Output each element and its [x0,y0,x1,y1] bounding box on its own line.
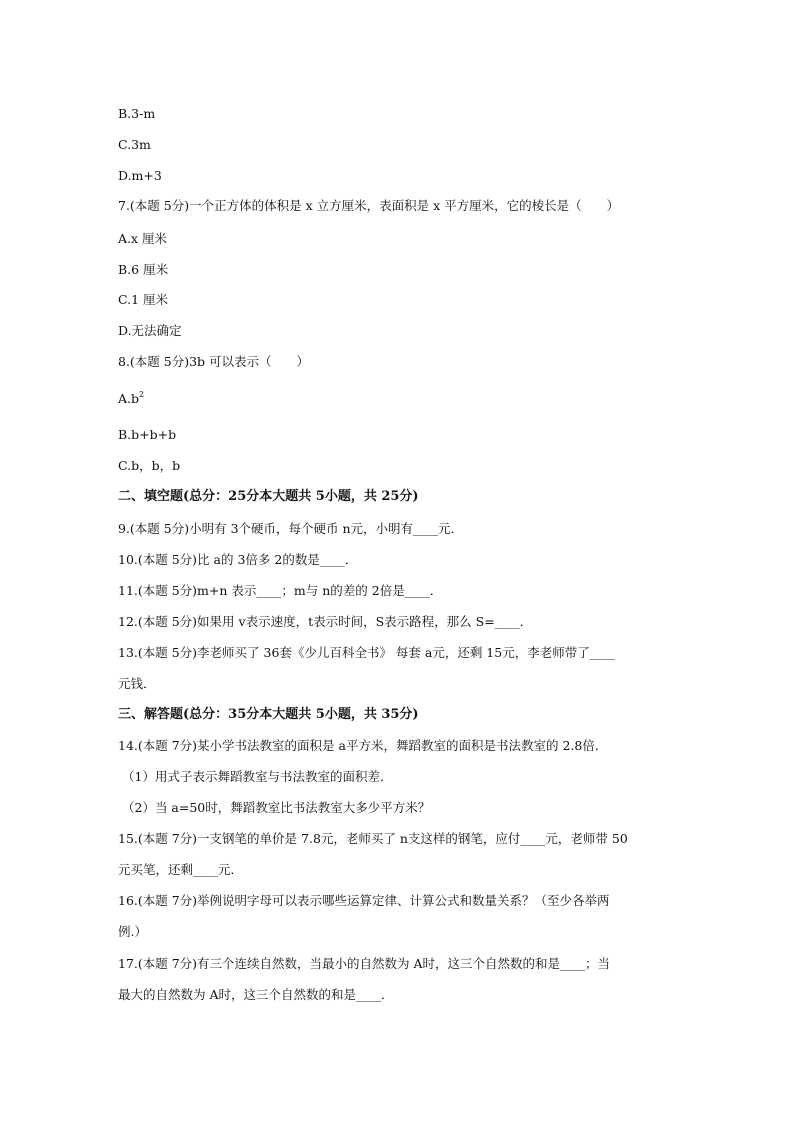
question-17-line-2: 最大的自然数为 A时，这三个自然数的和是____． [118,987,394,1002]
question-15-line-1: 15.(本题 7分)一支钢笔的单价是 7.8元，老师买了 n支这样的钢笔，应付____元，老师带 50 [118,831,628,846]
q6-option-c: C.3m [118,137,151,152]
q7-option-b: B.6 厘米 [118,262,169,277]
question-11: 11.(本题 5分)m+n 表示____；m与 n的差的 2倍是____． [118,583,443,598]
question-12: 12.(本题 5分)如果用 v表示速度，t表示时间，S表示路程，那么 S=____． [118,614,533,629]
question-10: 10.(本题 5分)比 a的 3倍多 2的数是____． [118,552,358,567]
section-solve-heading: 三、解答题(总分：35分本大题共 5小题，共 35分) [118,707,419,722]
section-fill-in-heading: 二、填空题(总分：25分本大题共 5小题，共 25分) [118,489,419,504]
question-17-line-1: 17.(本题 7分)有三个连续自然数，当最小的自然数为 A时，这三个自然数的和是____；当 [118,956,611,971]
q8-option-a [118,391,688,407]
question-16-line-2: 例.） [118,924,147,939]
q8-option-a-base: A.b [118,391,140,406]
q7-option-c: C.1 厘米 [118,292,169,307]
question-15-line-2: 元买笔，还剩____元． [118,862,244,877]
q6-option-b: B.3-m [118,106,156,121]
q7-option-d: D.无法确定 [118,323,182,338]
question-13-line-2: 元钱． [118,676,156,691]
question-9: 9.(本题 5分)小明有 3个硬币，每个硬币 n元，小明有____元． [118,521,464,536]
q7-option-a: A.x 厘米 [118,231,168,246]
question-14: 14.(本题 7分)某小学书法教室的面积是 a平方米，舞蹈教室的面积是书法教室的 2.8倍． [118,738,608,753]
question-13-line-1: 13.(本题 5分)李老师买了 36套《少儿百科全书》 每套 a元，还剩 15元，李老师带了____ [118,645,615,660]
q8-option-c: C.b，b，b [118,458,181,473]
question-14-part-1: （1）用式子表示舞蹈教室与书法教室的面积差． [122,769,393,784]
q8-option-b: B.b+b+b [118,427,177,442]
question-16-line-1: 16.(本题 7分)举例说明字母可以表示哪些运算定律、计算公式和数量关系？（至少各举两 [118,893,610,908]
question-7: 7.(本题 5分)一个正方体的体积是 x 立方厘米，表面积是 x 平方厘米，它的棱长是（ ） [118,198,620,213]
question-8: 8.(本题 5分)3b 可以表示（ ） [118,354,310,369]
question-14-part-2: （2）当 a=50时，舞蹈教室比书法教室大多少平方米？ [122,800,431,815]
q6-option-d: D.m+3 [118,168,162,183]
q8-option-a-exponent: 2 [139,390,145,399]
